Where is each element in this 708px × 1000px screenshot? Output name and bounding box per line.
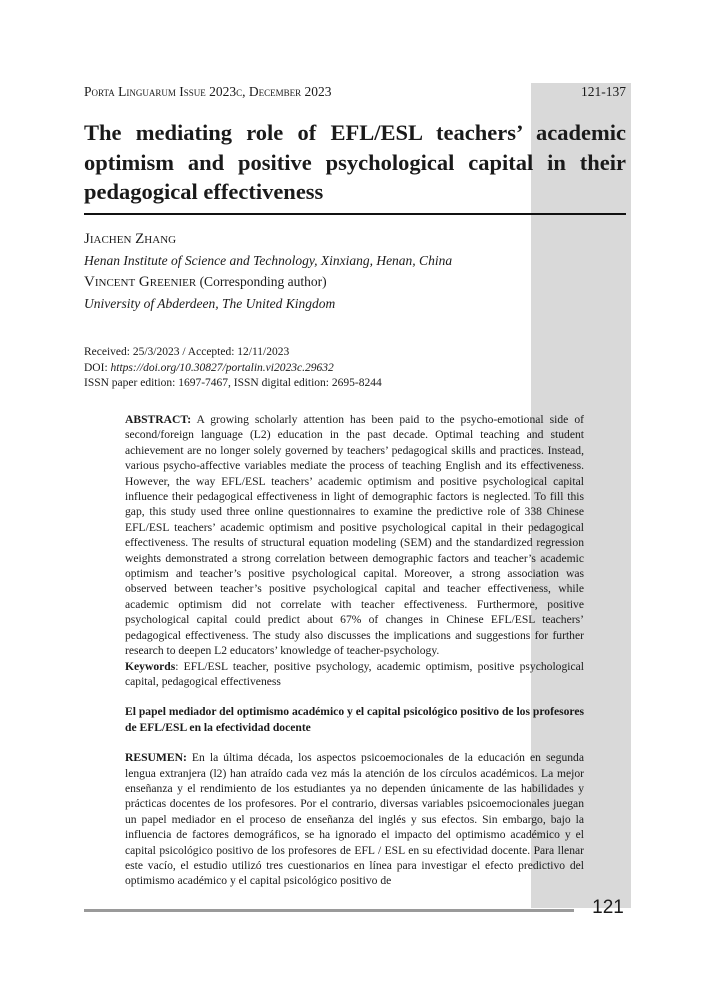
author-note: (Corresponding author) [199, 274, 327, 289]
abstract-label: ABSTRACT: [125, 413, 192, 426]
author-affiliation: Henan Institute of Science and Technology, Xinxiang, Henan, China [84, 253, 453, 268]
author-1 [84, 228, 584, 250]
resumen-label: RESUMEN: [125, 751, 187, 765]
abstract-block [125, 412, 584, 889]
doi-label: DOI: [84, 361, 111, 374]
running-head [84, 83, 626, 101]
author-name: Jiachen Zhang [84, 231, 177, 247]
title-rule [84, 213, 626, 215]
footer-rule [84, 909, 574, 912]
author-block [84, 228, 584, 314]
doi-line [84, 361, 584, 377]
page-range: 121-137 [581, 84, 626, 99]
keywords-paragraph [125, 659, 584, 690]
issn-line: ISSN paper edition: 1697-7467, ISSN digital edition: 2695-8244 [84, 377, 382, 389]
keywords-label: Keywords [125, 659, 176, 673]
article-title: The mediating role of EFL/ESL teachers’ academic optimism and positive psychological capital in their pedagogical effectiveness [84, 120, 626, 204]
author-2 [84, 271, 584, 293]
resumen-text: En la última década, los aspectos psicoemocionales de la educación en segunda lengua extranjera (l2) han atraído cada vez más la atención de los círculos académicos. La mejor enseñanza y el rendimiento de los estudiantes ya no dependen únicamente de las habilidades y prácticas docentes de los profesores. Por el contrario, diversas variables psicoemocionales juegan un papel mediador en el proceso de enseñanza del inglés y sus efectos. Sin embargo, bajo la influencia de factores demográficos, se ha ignorado el impacto del optimismo académico y el capital psicológico positivo de los profesores de EFL / ESL en su efectividad docente. Para llenar este vacío, el estudio utilizó tres cuestionarios en línea para investigar el efecto predictivo del optimismo académico y el capital psicológico positivo de [125, 751, 584, 888]
author-affiliation: University of Abderdeen, The United Kingdom [84, 296, 336, 311]
spanish-title: El papel mediador del optimismo académico y el capital psicológico positivo de los profesores de EFL/ESL en la efectividad docente [125, 705, 584, 734]
doi-link[interactable]: https://doi.org/10.30827/portalin.vi2023c.29632 [110, 361, 334, 374]
author-name: Vincent Greenier [84, 274, 197, 290]
journal-issue: Porta Linguarum Issue 2023c, December 2023 [84, 84, 332, 99]
keywords-text: : EFL/ESL teacher, positive psychology, academic optimism, positive psychological capital, pedagogical effectiveness [125, 659, 584, 688]
abstract-text: A growing scholarly attention has been paid to the psycho-emotional side of second/foreign language (L2) education in the past decade. Optimal teaching and student achievement are no longer solely governed by teachers’ pedagogical skills and practices. Instead, various psycho-affective variables mediate the process of teaching English and its effectiveness. However, the way EFL/ESL teachers’ academic optimism and positive psychological capital influence their pedagogical effectiveness in light of demographic factors is neglected. To fill this gap, this study used three online questionnaires to examine the predictive role of 338 Chinese EFL/ESL teachers’ academic optimism and positive psychological capital in their pedagogical effectiveness. The results of structural equation modeling (SEM) and the standardized regression weights demonstrated a strong correlation between demographic factors and teacher’s academic optimism and teacher’s positive psychological capital. Moreover, a strong association was observed between teacher’s positive psychological capital and teacher effectiveness, while academic optimism did not correlate with teacher effectiveness. Furthermore, positive psychological capital could predict about 67% of changes in Chinese EFL/ESL teachers’ pedagogical effectiveness. The study also discusses the implications and suggestions for further research to deepen L2 educators’ knowledge of teacher-psychology. [125, 413, 584, 658]
resumen-paragraph [125, 750, 584, 889]
article-meta [84, 345, 584, 392]
received-accepted: Received: 25/3/2023 / Accepted: 12/11/2023 [84, 346, 290, 358]
abstract-paragraph [125, 412, 584, 659]
page-number: 121 [592, 897, 624, 918]
